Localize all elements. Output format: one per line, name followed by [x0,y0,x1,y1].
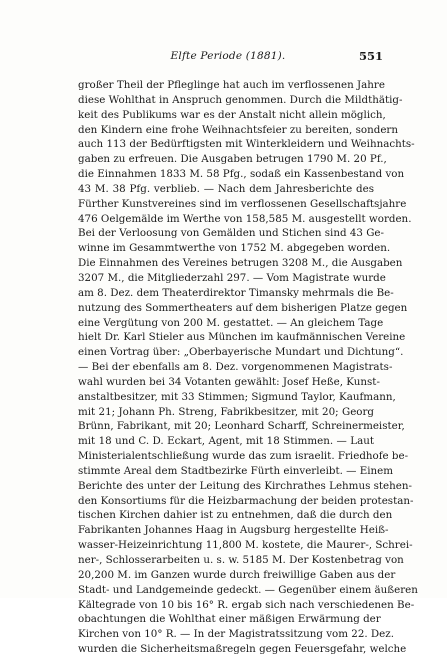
text-line: auch 113 der Bedürftigsten mit Winterkleidern und Weihnachts- [78,138,415,151]
text-line: winne im Gesammtwerthe von 1752 M. abgegeben worden. [78,242,391,255]
text-line: Die Einnahmen des Vereines betrugen 3208 M., die Ausgaben [78,257,403,270]
text-line: großer Theil der Pfleglinge hat auch im verflossenen Jahre [78,79,385,91]
text-line: 3207 M., die Mitgliederzahl 297. — Vom Magistrate wurde [78,271,386,284]
text-line: Stadt- und Landgemeinde gedeckt. — Gegenüber einem äußeren [78,583,418,596]
text-line: Bei der Verloosung von Gemälden und Stichen sind 43 Ge- [78,227,385,240]
text-line: hielt Dr. Karl Stieler aus München im kaufmännischen Vereine [78,331,406,344]
running-head: Elfte Periode (1881). [170,50,286,62]
page-header [78,49,383,64]
text-line: obachtungen die Wohlthat einer mäßigen Erwärmung der [78,613,381,626]
text-line: Kältegrade von 10 bis 16° R. ergab sich nach verschiedenen Be- [78,598,415,611]
text-line: 20,200 M. im Ganzen wurde durch freiwillige Gaben aus der [78,568,396,581]
text-line: einen Vortrag über: „Oberbayerische Mundart und Dichtung“. [78,346,404,359]
text-line: tischen Kirchen dahier ist zu entnehmen, daß die durch den [78,509,393,522]
text-line: nutzung des Sommertheaters auf dem bisherigen Platze gegen [78,301,408,314]
text-line: am 8. Dez. dem Theaterdirektor Timansky mehrmals die Be- [78,286,394,299]
text-line: ner-, Schlosserarbeiten u. s. w. 5185 M. Der Kostenbetrag von [78,554,404,566]
text-line: den Kindern eine frohe Weihnachtsfeier zu bereiten, sondern [78,123,398,136]
text-line: diese Wohlthat in Anspruch genommen. Durch die Mildthätig- [78,93,403,106]
text-line: Fürther Kunstvereines sind im verflossenen Gesellschaftsjahre [78,197,407,210]
text-line: den Konsortiums für die Heizbarmachung der beiden protestan- [78,494,414,507]
text-line: anstaltbesitzer, mit 33 Stimmen; Sigmund Taylor, Kaufmann, [78,390,396,403]
text-line: die Einnahmen 1833 M. 58 Pfg., sodaß ein Kassenbestand von [78,168,405,181]
text-line: Berichte des unter der Leitung des Kirchrathes Lehmus stehen- [78,479,412,492]
text-line: wahl wurden bei 34 Votanten gewählt: Josef Heße, Kunst- [78,375,380,388]
text-line: 43 M. 38 Pfg. verblieb. — Nach dem Jahresberichte des [78,182,374,195]
body-text [78,78,418,657]
text-line: Brünn, Fabrikant, mit 20; Leonhard Scharff, Schreinermeister, [78,420,405,433]
text-line: stimmte Areal dem Stadtbezirke Fürth einverleibt. — Einem [78,464,394,477]
text-line: gaben zu erfreuen. Die Ausgaben betrugen 1790 M. 20 Pf., [78,153,387,166]
text-line: Ministerialentschließung wurde das zum israelit. Friedhofe be- [78,450,409,463]
text-line: mit 21; Johann Ph. Streng, Fabrikbesitzer, mit 20; Georg [78,405,374,418]
text-line: 476 Oelgemälde im Werthe von 158,585 M. ausgestellt worden. [78,212,412,225]
text-line: mit 18 und C. D. Eckart, Agent, mit 18 Stimmen. — Laut [78,435,374,448]
text-line: Fabrikanten Johannes Haag in Augsburg hergestellte Heiß- [78,524,389,537]
text-line: — Bei der ebenfalls am 8. Dez. vorgenommenen Magistrats- [78,361,393,374]
text-line: wasser-Heizeinrichtung 11,800 M. kostete, die Maurer-, Schrei- [78,539,413,552]
text-line: wurden die Sicherheitsmaßregeln gegen Feuersgefahr, welche [78,643,407,656]
text-line: Kirchen von 10° R. — In der Magistratssitzung vom 22. Dez. [78,628,394,641]
text-line: eine Vergütung von 200 M. gestattet. — An gleichem Tage [78,316,384,329]
text-line: keit des Publikums war es der Anstalt nicht allein möglich, [78,108,386,121]
page-number: 551 [358,49,383,63]
